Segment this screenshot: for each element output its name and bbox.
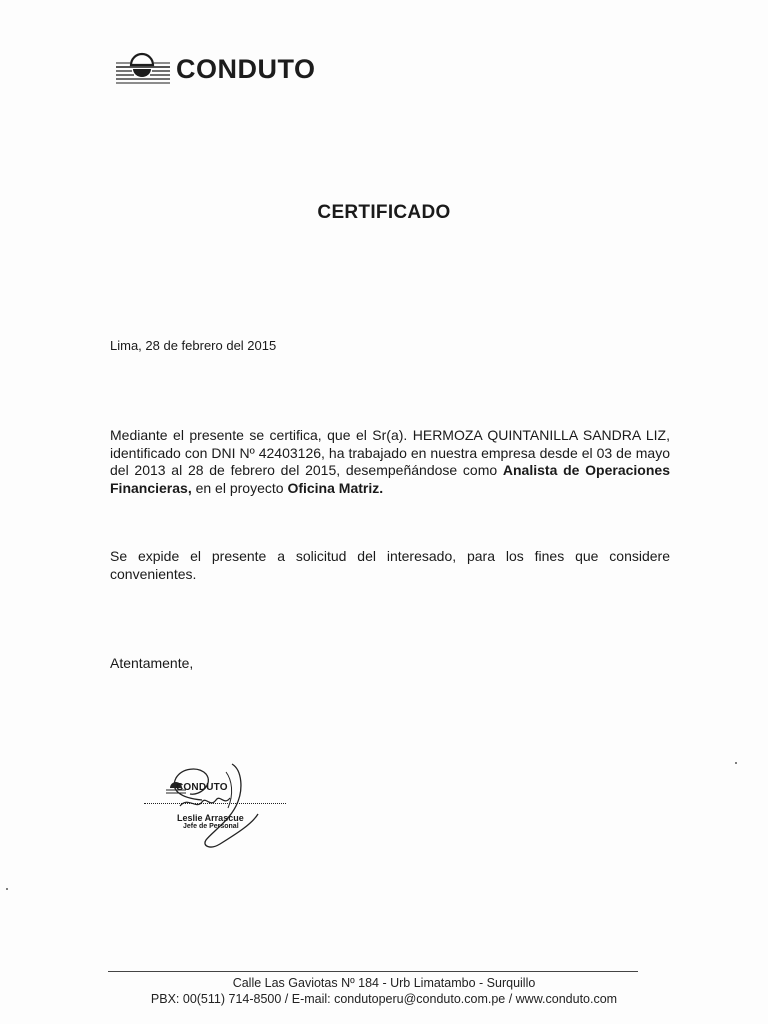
company-name: CONDUTO	[176, 53, 316, 84]
scan-speck	[6, 888, 8, 890]
project-name: Oficina Matriz.	[287, 479, 384, 496]
scan-speck	[735, 762, 737, 764]
closing-salutation: Atentamente,	[110, 655, 194, 671]
job-role: Analista de Operaciones Financieras,	[110, 462, 670, 496]
stamp-company: CONDUTO	[176, 782, 228, 793]
footer-contact: PBX: 00(511) 714-8500 / E-mail: condutoperu@conduto.com.pe / www.conduto.com	[150, 992, 618, 1006]
conduto-logo-icon	[112, 45, 172, 89]
paragraph1-text-cont: en el proyecto	[191, 479, 288, 496]
handwritten-signature-icon	[140, 760, 300, 855]
signer-name: Leslie Arrascue	[177, 813, 244, 823]
company-logo	[112, 44, 316, 90]
signer-role: Jefe de Personal	[183, 823, 239, 830]
signature-block	[140, 760, 300, 855]
footer-address: Calle Las Gaviotas Nº 184 - Urb Limatambo - Surquillo	[232, 976, 536, 990]
date-line: Lima, 28 de febrero del 2015	[110, 338, 277, 353]
footer-divider	[108, 971, 638, 972]
document-title: CERTIFICADO	[317, 202, 451, 223]
certification-paragraph	[110, 427, 670, 497]
signature-line	[144, 803, 286, 804]
purpose-paragraph: Se expide el presente a solicitud del interesado, para los fines que considere convenientes.	[110, 548, 670, 582]
paragraph1-text: Mediante el presente se certifica, que el Sr(a). HERMOZA QUINTANILLA SANDRA LIZ, identificado con DNI Nº 42403126, ha trabajado en nuestra empresa desde el 03 de mayo del 2013 al 28 de febrero del 2015, desempeñándose como	[110, 427, 670, 479]
